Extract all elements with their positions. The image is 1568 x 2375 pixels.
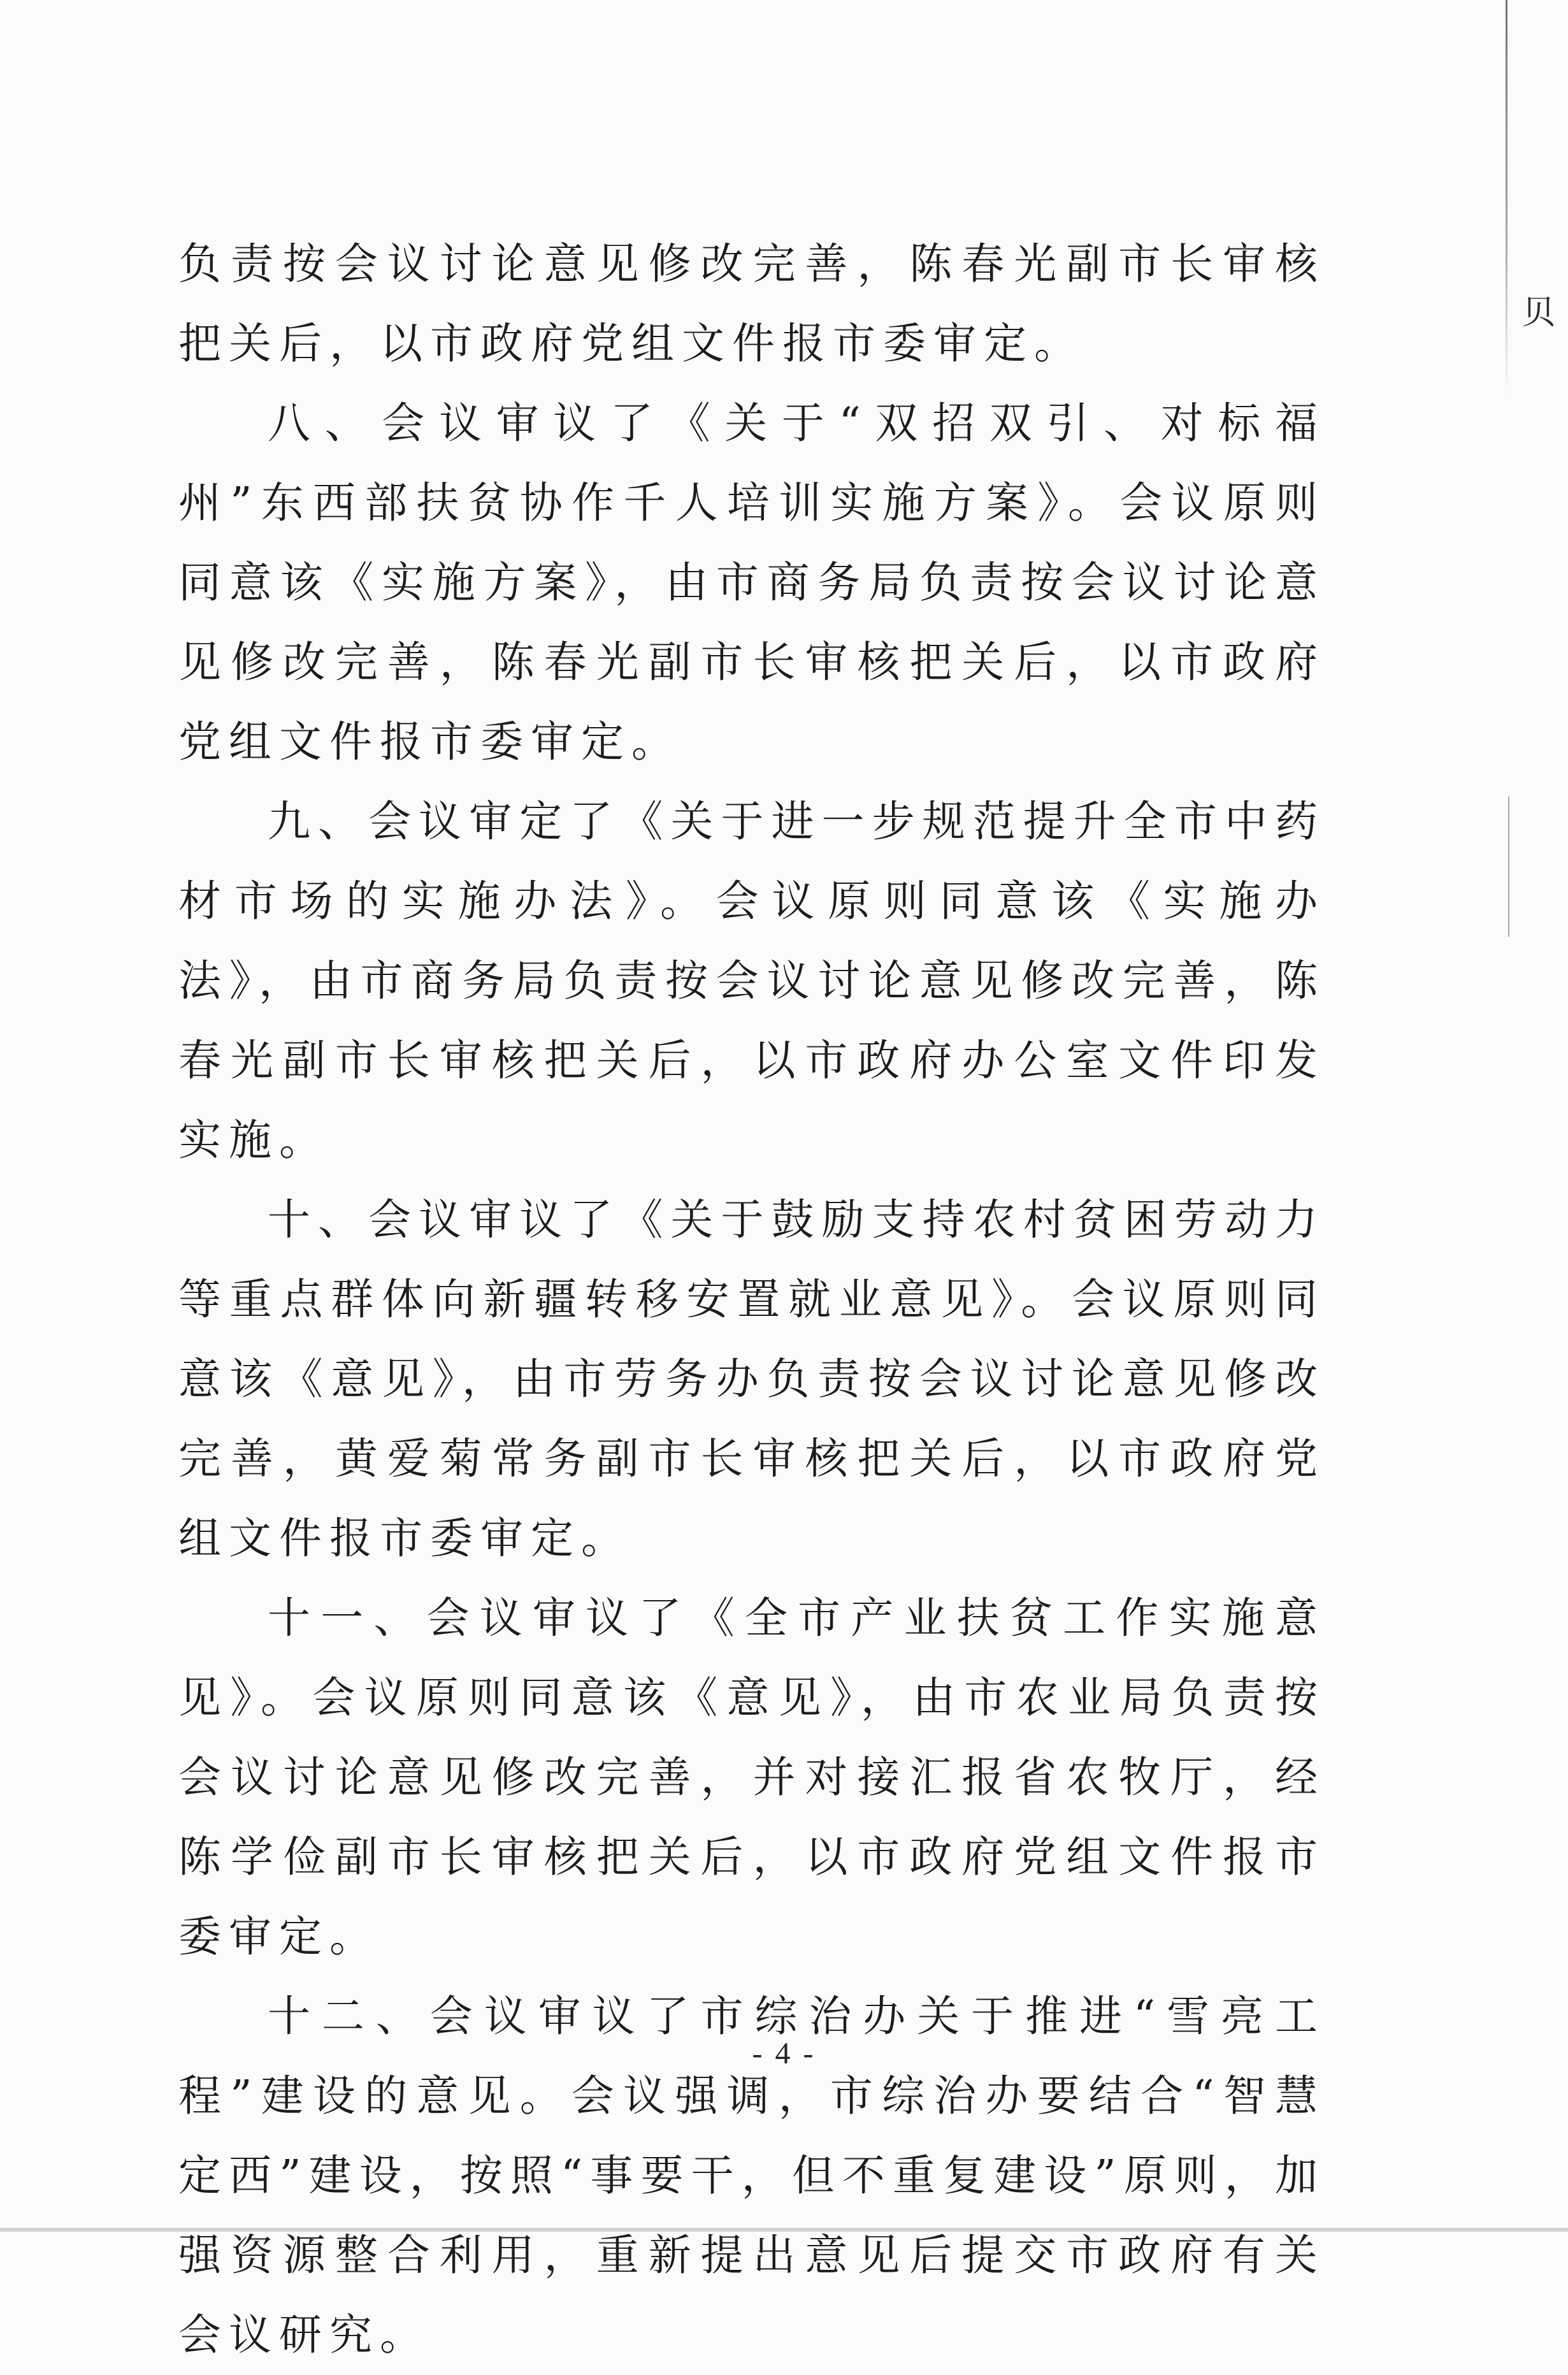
margin-bleed-character: 贝 <box>1521 294 1555 332</box>
paragraph-item-10: 十、会议审议了《关于鼓励支持农村贫困劳动力等重点群体向新疆转移安置就业意见》。会议原则同意该《意见》，由市劳务办负责按会议讨论意见修改完善，黄爱菊常务副市长审核把关后，以市政府党组文件报市委审定。 <box>178 1195 1325 1563</box>
paragraph-item-12: 十二、会议审议了市综治办关于推进“雪亮工程”建设的意见。会议强调，市综治办要结合“智慧定西”建设，按照“事要干，但不重复建设”原则，加强资源整合利用，重新提出意见后提交市政府有关会议研究。 <box>178 1991 1325 2360</box>
scan-edge-shadow <box>1506 0 1507 395</box>
paragraph-item-11: 十一、会议审议了《全市产业扶贫工作实施意见》。会议原则同意该《意见》，由市农业局负责按会议讨论意见修改完善，并对接汇报省农牧厅，经陈学俭副市长审核把关后，以市政府党组文件报市委审定。 <box>178 1593 1325 1961</box>
paragraph-item-8: 八、会议审议了《关于“双招双引、对标福州”东西部扶贫协作千人培训实施方案》。会议原则同意该《实施方案》，由市商务局负责按会议讨论意见修改完善，陈春光副市长审核把关后，以市政府党组文件报市委审定。 <box>178 398 1325 767</box>
page-number: - 4 - <box>752 2037 816 2070</box>
paragraph-item-9: 九、会议审定了《关于进一步规范提升全市中药材市场的实施办法》。会议原则同意该《实施办法》，由市商务局负责按会议讨论意见修改完善，陈春光副市长审核把关后，以市政府办公室文件印发实施。 <box>178 797 1325 1165</box>
scan-edge-shadow-lower <box>1508 797 1509 937</box>
paragraph-continuation: 负责按会议讨论意见修改完善，陈春光副市长审核把关后，以市政府党组文件报市委审定。 <box>178 239 1325 368</box>
